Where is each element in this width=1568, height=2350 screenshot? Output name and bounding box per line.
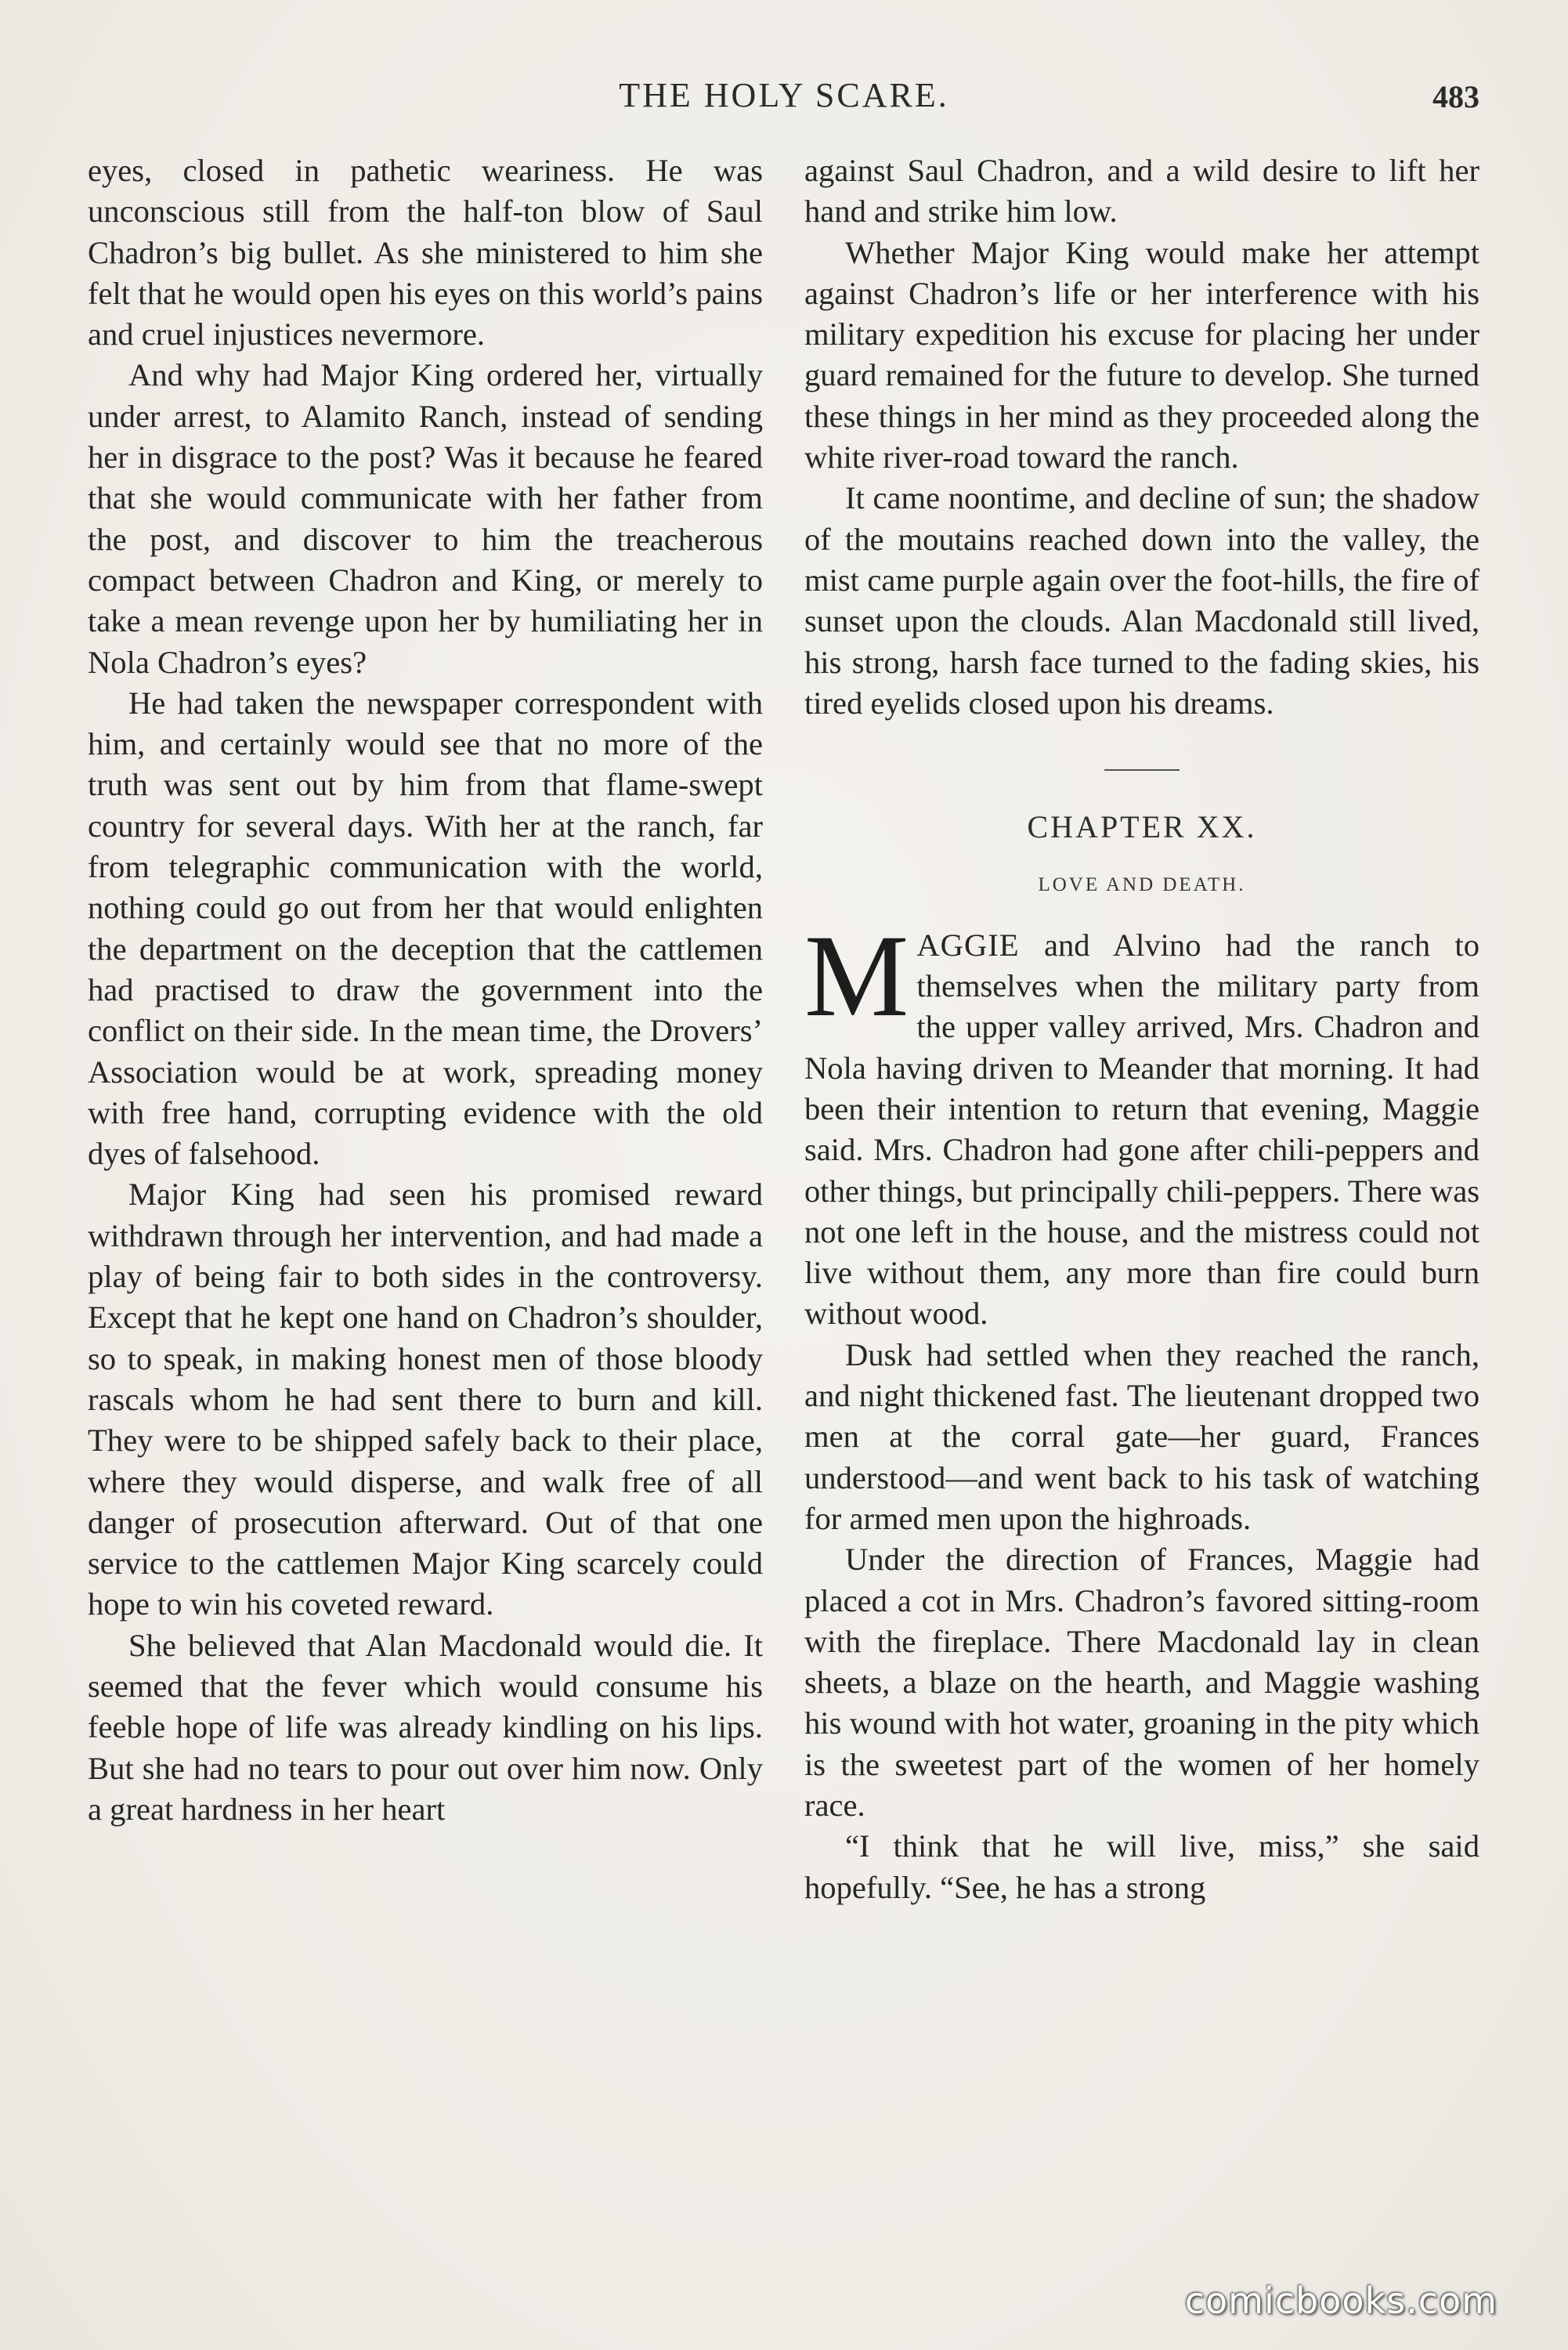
drop-cap: M [804,910,909,1041]
paragraph: Under the direction of Frances, Maggie had placed a cot in Mrs. Chadron’s favored sitting-room with the fireplace. There Macdonald lay in clean sheets, a blaze on the hearth, and Maggie washing his wound with hot water, groaning in the pity which is the sweetest part of the women of her homely race. [804,1542,1479,1823]
paragraph: Dusk had settled when they reached the ranch, and night thickened fast. The lieutenant dropped two men at the corral gate—her guard, Frances understood—and went back to his task of watching for armed men upon the highroads. [804,1336,1479,1536]
opening-text: and Alvino had the ranch to themselves when the military party from the upper valley arrived, Mrs. Chadron and Nola having driven to Meander that morning. It had been their intention to return that evening, Maggie said. Mrs. Chadron had gone after chili-peppers and other things, but principally chili-peppers. There was not one left in the house, and the mistress could not live without them, any more than fire could burn without wood. [804,927,1479,1332]
page-number: 483 [1433,79,1479,114]
paragraph: eyes, closed in pathetic weariness. He was unconscious still from the half-ton blow of Saul Chadron’s big bullet. As she ministered to him she felt that he would open his eyes on this world’s pains and cruel injustices nevermore. [88,153,763,352]
paragraph: against Saul Chadron, and a wild desire to lift her hand and strike him low. [804,153,1479,230]
paragraph: Whether Major King would make her attempt against Chadron’s life or her interference with his military expedition his excuse for placing her under guard remained for the future to develop. She turned these things in her mind as they proceeded along the white river-road toward the ranch. [804,234,1479,475]
opening-word: AGGIE [916,927,1020,963]
page-header [0,75,1568,122]
chapter-opening-paragraph [804,910,1479,1335]
chapter-subtitle: LOVE AND DEATH. [1038,874,1246,896]
paragraph: She believed that Alan Macdonald would die. It seemed that the fever which would consume his feeble hope of life was already kindling on his lips. But she had no tears to pour out over him now. Only a great hardness in her heart [88,1627,763,1827]
running-head: THE HOLY SCARE. [619,76,949,114]
chapter-title: CHAPTER XX. [1027,809,1257,845]
paragraph: It came noontime, and decline of sun; the shadow of the moutains reached down into the valley, the mist came purple again over the foot-hills, the fire of sunset upon the clouds. Alan Macdonald still lived, his strong, harsh face turned to the fading skies, his tired eyelids closed upon his dreams. [804,480,1479,721]
paragraph: Major King had seen his promised reward withdrawn through her intervention, and had made a play of being fair to both sides in the controversy. Except that he kept one hand on Chadron’s shoulder, so to speak, in making honest men of those bloody rascals whom he had sent there to burn and kill. They were to be shipped safely back to their place, where they would disperse, and walk free of all danger of prosecution afterward. Out of that one service to the cattlemen Major King scarcely could hope to win his coveted reward. [88,1177,763,1622]
watermark: comicbooks.com [1184,2280,1498,2322]
paragraph: He had taken the newspaper correspondent with him, and certainly would see that no more of the truth was sent out by him from that flame-swept country for several days. With her at the ranch, far from telegraphic communication with the world, nothing could go out from her that would enlighten the department on the deception that the cattlemen had practised to draw the government into the conflict on their side. In the mean time, the Drovers’ Association would be at work, spreading money with free hand, corrupting evidence with the old dyes of falsehood. [88,685,763,1172]
left-column [88,150,763,1830]
paragraph: “I think that he will live, miss,” she said hopefully. “See, he has a strong [804,1828,1479,1905]
section-divider [1104,769,1180,771]
right-column [804,150,1479,1908]
paragraph: And why had Major King ordered her, virtually under arrest, to Alamito Ranch, instead of sending her in disgrace to the post? Was it because he feared that she would communicate with her father from the post, and discover to him the treacherous compact between Chadron and King, or merely to take a mean revenge upon her by humiliating her in Nola Chadron’s eyes? [88,357,763,680]
